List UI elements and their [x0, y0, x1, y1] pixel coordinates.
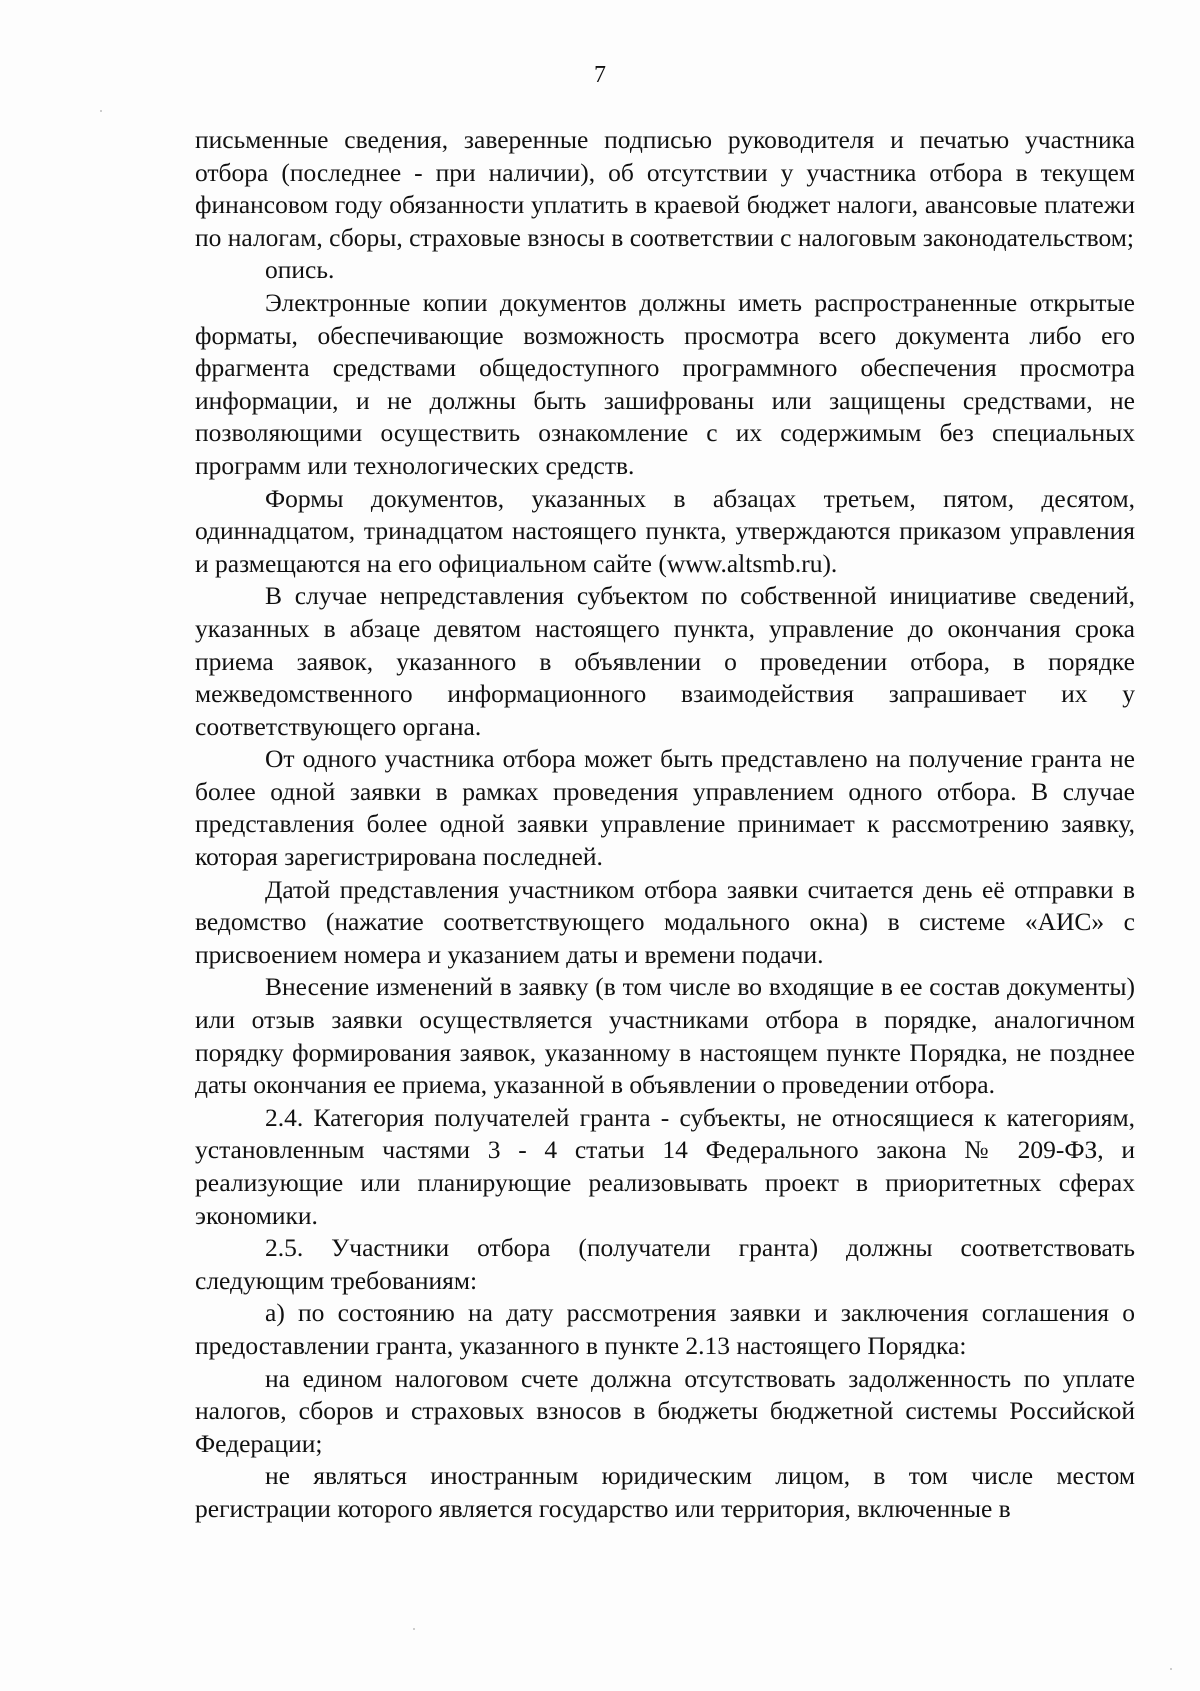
paragraph: Внесение изменений в заявку (в том числе во входящие в ее состав документы) или отзыв заявки осуществляется участниками отбора в порядке, аналогичном порядку формирования заявок, указанному в настоящем пункте Порядка, не позднее даты окончания ее приема, указанной в объявлении о проведении отбора. — [195, 972, 1135, 1100]
scan-speck — [100, 110, 102, 112]
paragraph: письменные сведения, заверенные подписью руководителя и печатью участника отбора (последнее - при наличии), об отсутствии у участника отбора в текущем финансовом году обязанности уплатить в краевой бюджет налоги, авансовые платежи по налогам, сборы, страховые взносы в соответствии с налоговым законодательством; — [195, 125, 1135, 252]
scan-speck — [1170, 1668, 1172, 1670]
paragraph: 2.4. Категория получателей гранта - субъекты, не относящиеся к категориям, установленным частями 3 - 4 статьи 14 Федерального закона № 209-ФЗ, и реализующие или планирующие реализовывать проект в приоритетных сферах экономики. — [195, 1102, 1135, 1230]
paragraph: Датой представления участником отбора заявки считается день её отправки в ведомство (нажатие соответствующего модального окна) в системе «АИС» с присвоением номера и указанием даты и времени подачи. — [195, 874, 1135, 969]
paragraph: 2.5. Участники отбора (получатели гранта) должны соответствовать следующим требованиям: — [195, 1233, 1135, 1295]
page-number: 7 — [594, 62, 606, 88]
paragraph: на едином налоговом счете должна отсутствовать задолженность по уплате налогов, сборов и страховых взносов в бюджеты бюджетной системы Российской Федерации; — [195, 1363, 1135, 1458]
paragraph: От одного участника отбора может быть представлено на получение гранта не более одной заявки в рамках проведения управлением одного отбора. В случае представления более одной заявки управление принимает к рассмотрению заявку, которая зарегистрирована последней. — [195, 744, 1135, 872]
scan-speck — [413, 1628, 415, 1630]
paragraph: Формы документов, указанных в абзацах третьем, пятом, десятом, одиннадцатом, тринадцатом настоящего пункта, утверждаются приказом управления и размещаются на его официальном сайте (www.altsmb.ru). — [195, 483, 1135, 578]
paragraph: а) по состоянию на дату рассмотрения заявки и заключения соглашения о предоставлении гранта, указанного в пункте 2.13 настоящего Порядка: — [195, 1298, 1135, 1360]
document-body — [195, 124, 1135, 1526]
paragraph: В случае непредставления субъектом по собственной инициативе сведений, указанных в абзаце девятом настоящего пункта, управление до окончания срока приема заявок, указанного в объявлении о проведении отбора, в порядке межведомственного информационного взаимодействия запрашивает их у соответствующего органа. — [195, 581, 1135, 741]
paragraph: не являться иностранным юридическим лицом, в том числе местом регистрации которого является государство или территория, включенные в — [195, 1461, 1135, 1523]
paragraph: опись. — [265, 255, 335, 285]
paragraph: Электронные копии документов должны иметь распространенные открытые форматы, обеспечивающие возможность просмотра всего документа либо его фрагмента средствами общедоступного программного обеспечения просмотра информации, и не должны быть зашифрованы или защищены средствами, не позволяющими осуществить ознакомление с их содержимым без специальных программ или технологических средств. — [195, 287, 1135, 480]
